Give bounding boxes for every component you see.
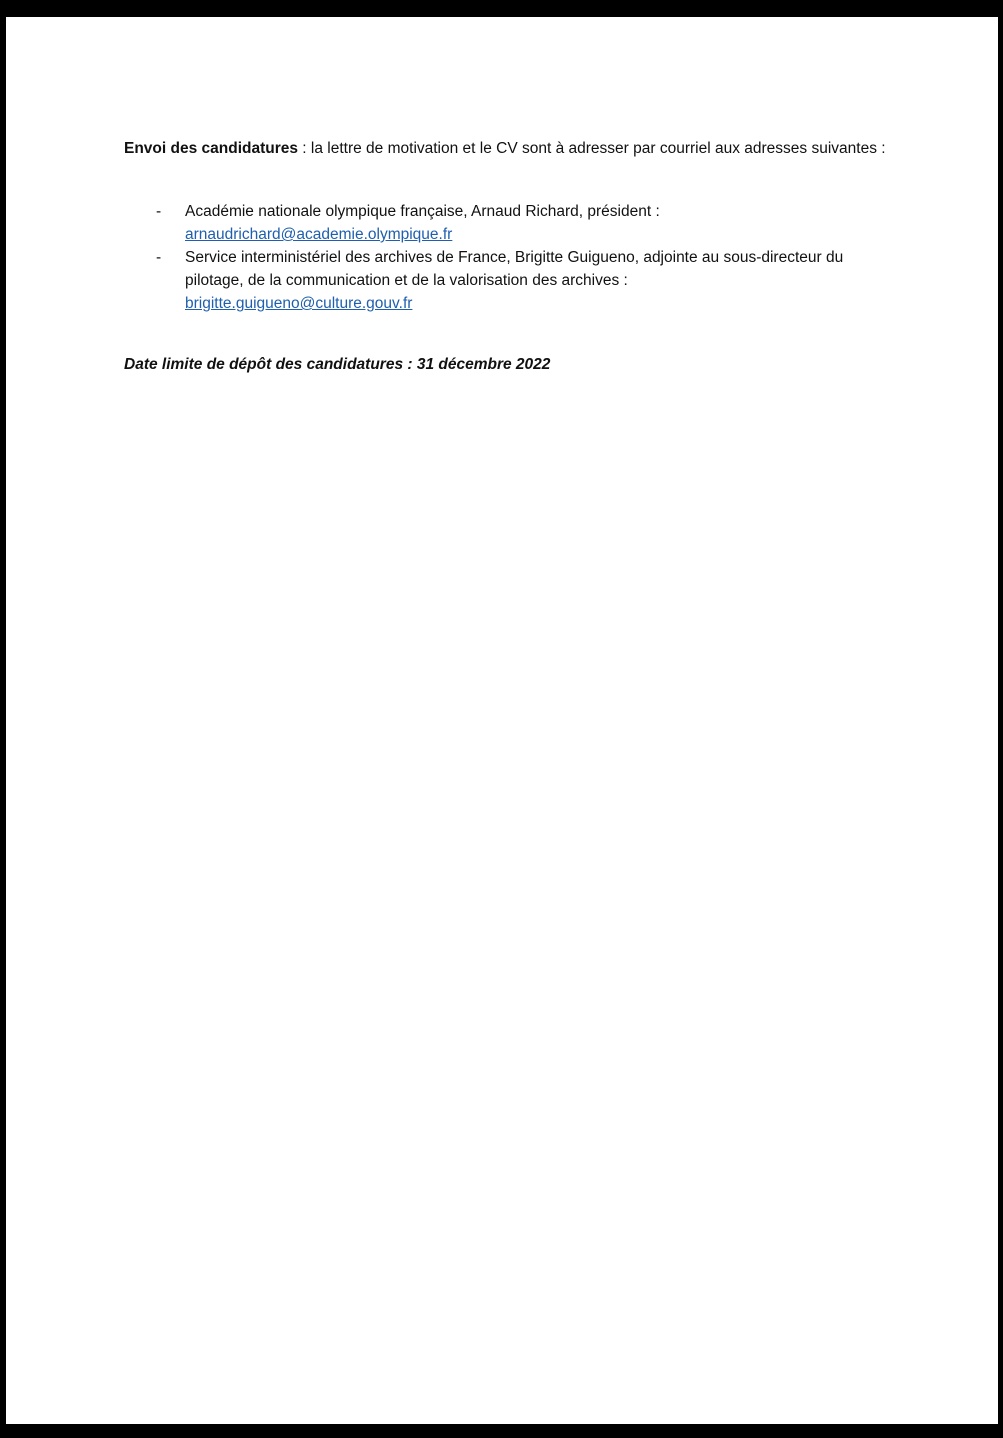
email-link-anof[interactable]: arnaudrichard@academie.olympique.fr (185, 226, 453, 243)
contact-description: Académie nationale olympique française, Arnaud Richard, président : (185, 203, 660, 220)
bullet-dash: - (156, 249, 162, 266)
contact-description: Service interministériel des archives de France, Brigitte Guigueno, adjointe au sous-directeur du pilotage, de la communication et de la valorisation des archives : (185, 249, 844, 289)
document-page (6, 17, 998, 1424)
intro-text: : la lettre de motivation et le CV sont à adresser par courriel aux adresses suivantes : (298, 140, 886, 157)
contact-item-siaf (124, 246, 886, 315)
contact-item-anof (124, 200, 886, 246)
contact-list (124, 200, 886, 315)
intro-label: Envoi des candidatures (124, 140, 298, 157)
bullet-dash: - (156, 203, 162, 220)
intro-paragraph (124, 137, 886, 160)
email-link-siaf[interactable]: brigitte.guigueno@culture.gouv.fr (185, 295, 413, 312)
deadline-text: Date limite de dépôt des candidatures : 31 décembre 2022 (124, 356, 551, 373)
